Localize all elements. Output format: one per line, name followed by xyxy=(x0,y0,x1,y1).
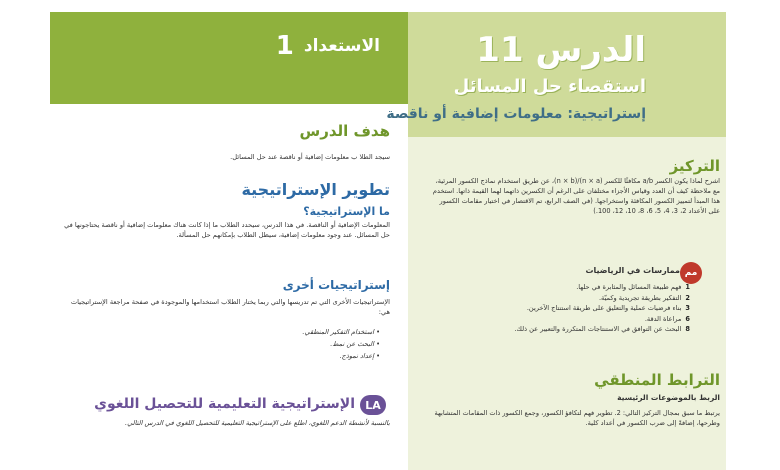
practice-text: فهم طبيعة المسائل والمثابرة في حلها. xyxy=(576,283,682,291)
practice-list xyxy=(440,282,690,335)
strategy-dev-subheading: ما الإستراتيجية؟ xyxy=(303,205,390,218)
list-item: • البحث عن نمط. xyxy=(180,338,380,350)
practice-text: بناء فرضيات عملية والتعليق على طريقة استنتاج الآخرين. xyxy=(526,304,682,312)
practice-number: 1 xyxy=(685,283,690,291)
other-strategies-list xyxy=(180,326,380,362)
goal-heading: هدف الدرس xyxy=(299,122,390,140)
list-item: • استخدام التفكير المنطقي. xyxy=(180,326,380,338)
list-item xyxy=(440,282,690,293)
focus-text: اشرح لماذا يكون الكسر a/b مكافئًا للكسر (n × a)/(n × b)، عن طريق استخدام نماذج الكسور المرئية، مع ملاحظة كيف أن العدد وقياس الأجزاء مختلفان على الرغم أن الكسرين ذاتهما لهما القيمة ذاتها. استخدم هذا المبدأ لتمييز الكسور المكافئة واستخراجها. (في الصف الرابع، تم الاقتصار في اختيار مقامات الكسور على الأعداد 2، 3، 4، 5، 6، 8، 10، 12، 100.) xyxy=(432,177,720,215)
practice-badge-icon: مم xyxy=(680,262,702,284)
lesson-title: الدرس 11 xyxy=(476,30,646,70)
practice-text: البحث عن التوافق في الاستنتاجات المتكررة والتعبير عن ذلك. xyxy=(514,325,682,333)
other-strategies-text: الإستراتيجيات الأخرى التي تم تدريسها والتي ربما يختار الطلاب استخدامها والموجودة في صفحة مراجعة الإستراتيجيات هي: xyxy=(70,298,390,316)
lesson-strategy: إستراتيجية: معلومات إضافية أو ناقصة xyxy=(386,106,646,122)
list-item xyxy=(440,293,690,304)
practice-number: 2 xyxy=(685,293,690,302)
practice-text: التفكير بطريقة تجريدية وكميّة. xyxy=(598,293,682,302)
lesson-header-band xyxy=(386,12,726,137)
prep-header xyxy=(200,30,380,62)
list-item xyxy=(440,303,690,314)
list-item xyxy=(440,314,690,325)
list-item: • إعداد نموذج. xyxy=(180,350,380,362)
coherence-subheading: الربط بالموضوعات الرئيسية xyxy=(617,393,720,402)
strategy-dev-text: المعلومات الإضافية أو الناقصة. في هذا الدرس، سيحدد الطلاب ما إذا كانت هناك معلومات إضافية أو ناقصة يحتاجونها في حل المسائل. عند وجود معلومات إضافية، سيظل الطلاب بإمكانهم حل المسألة. xyxy=(64,221,390,239)
lesson-subtitle: استقصاء حل المسائل xyxy=(453,76,646,97)
list-item xyxy=(440,324,690,335)
coherence-heading: الترابط المنطقي xyxy=(594,371,720,389)
practice-text: مراعاة الدقة. xyxy=(644,314,682,323)
practice-number: 3 xyxy=(685,304,690,312)
other-strategies-heading: إستراتيجيات أخرى xyxy=(282,278,390,292)
practice-number: 8 xyxy=(685,325,690,333)
la-heading: الإستراتيجية التعليمية للتحصيل اللغوي xyxy=(94,396,355,412)
practice-heading: ممارسات في الرياضيات xyxy=(585,266,680,275)
prep-number: 1 xyxy=(275,31,294,61)
focus-heading: التركيز xyxy=(669,157,720,175)
strategy-dev-heading: تطوير الإستراتيجية xyxy=(241,180,390,199)
la-text: بالنسبة لأنشطة الدعم اللغوي، اطلع على الإستراتيجية التعليمية للتحصيل اللغوي في الدرس التالي. xyxy=(125,419,390,427)
prep-label: الاستعداد xyxy=(303,36,380,56)
practice-number: 6 xyxy=(685,314,690,323)
goal-text: سيجد الطلا ب معلومات إضافية أو ناقصة عند حل المسائل. xyxy=(230,153,390,161)
la-badge-icon: LA xyxy=(360,395,386,415)
coherence-text: يرتبط ما سبق بمجال التركيز التالي: 2. تطوير فهم لتكافؤ الكسور، وجمع الكسور ذات المقامات المتشابهة وطرحها، إضافةً إلى ضرب الكسور في أعداد كلية. xyxy=(434,409,720,427)
